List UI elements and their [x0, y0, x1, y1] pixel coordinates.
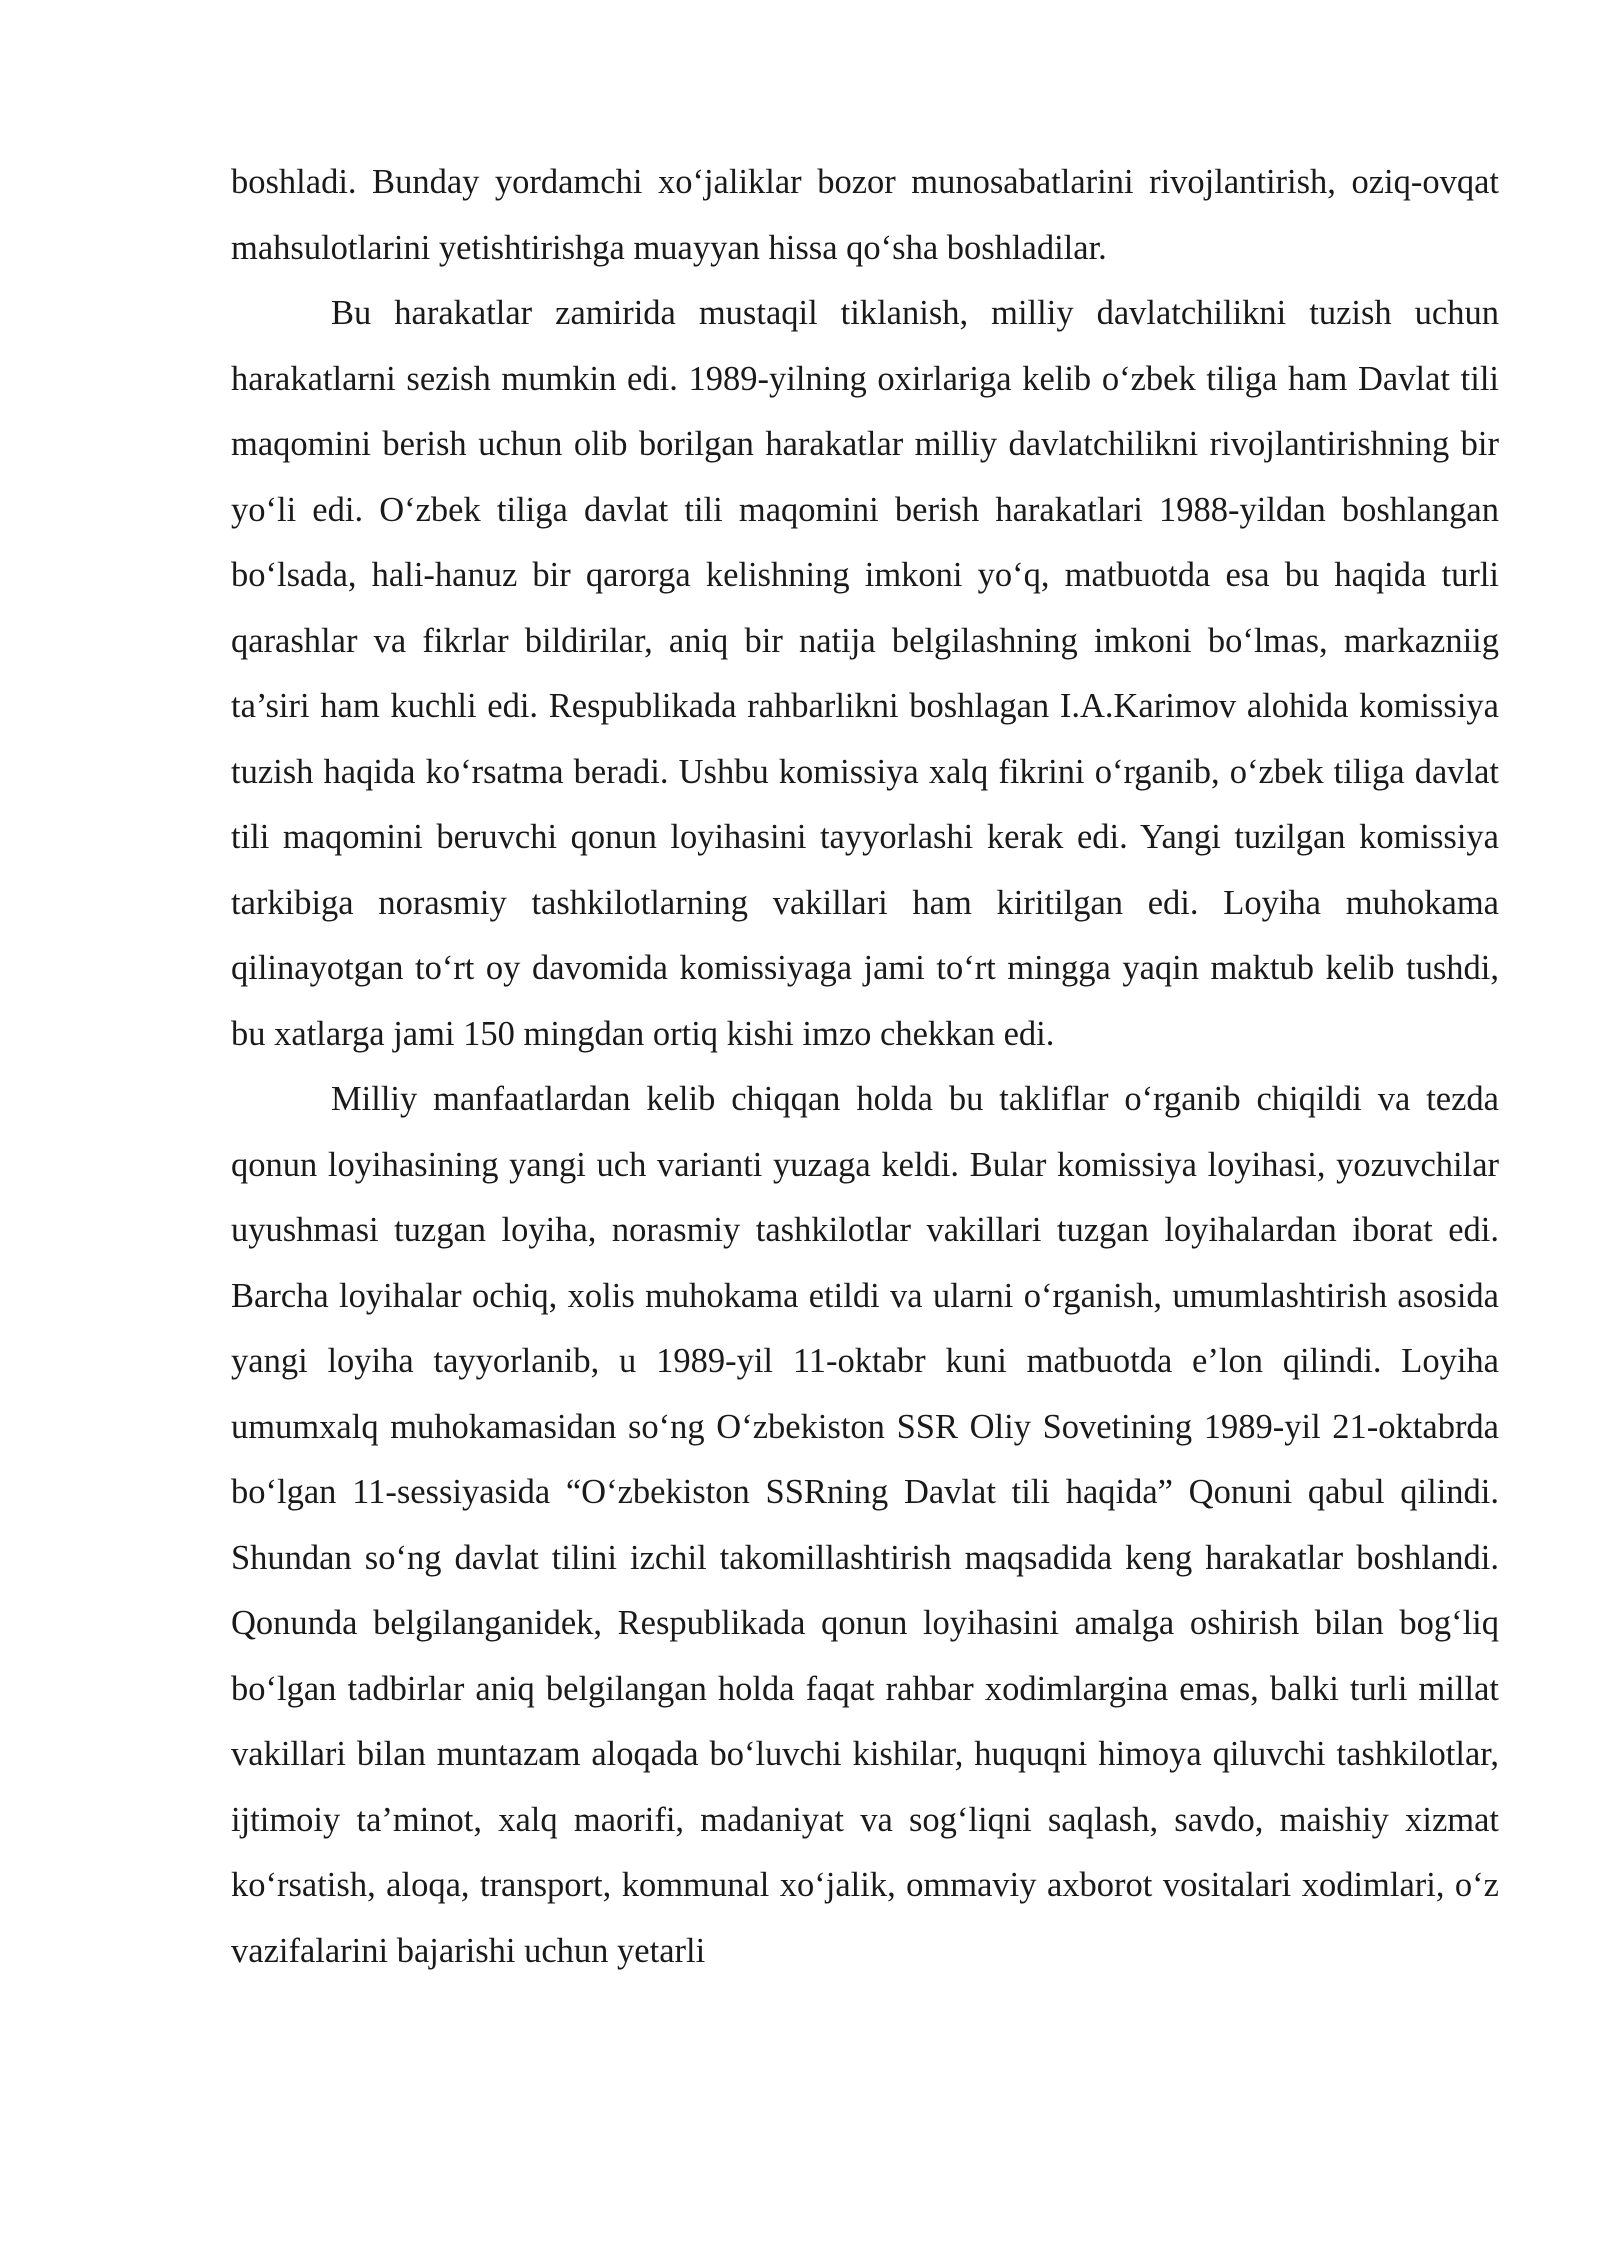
- paragraph-continuation: boshladi. Bunday yordamchi xo‘jaliklar bozor munosabatlarini rivojlantirish, oziq-ovqat mahsulotlarini yetishtirishga muayyan hissa qo‘sha boshladilar.: [231, 163, 1499, 267]
- paragraph-law-adoption: Milliy manfaatlardan kelib chiqqan holda bu takliflar o‘rganib chiqildi va tezda qonun loyihasining yangi uch varianti yuzaga keldi. Bular komissiya loyihasi, yozuvchilar uyushmasi tuzgan loyiha, norasmiy tashkilotlar vakillari tuzgan loyihalardan iborat edi. Barcha loyihalar ochiq, xolis muhokama etildi va ularni o‘rganish, umumlashtirish asosida yangi loyiha tayyorlanib, u 1989-yil 11-oktabr kuni matbuotda e’lon qilindi. Loyiha umumxalq muhokamasidan so‘ng O‘zbekiston SSR Oliy Sovetining 1989-yil 21-oktabrda bo‘lgan 11-sessiyasida “O‘zbekiston SSRning Davlat tili haqida” Qonuni qabul qilindi. Shundan so‘ng davlat tilini izchil takomillashtirish maqsadida keng harakatlar boshlandi. Qonunda belgilanganidek, Respublikada qonun loyihasini amalga oshirish bilan bog‘liq bo‘lgan tadbirlar aniq belgilangan holda faqat rahbar xodimlargina emas, balki turli millat vakillari bilan muntazam aloqada bo‘luvchi kishilar, huquqni himoya qiluvchi tashkilotlar, ijtimoiy ta’minot, xalq maorifi, madaniyat va sog‘liqni saqlash, savdo, maishiy xizmat ko‘rsatish, aloqa, transport, kommunal xo‘jalik, ommaviy axborot vositalari xodimlari, o‘z vazifalarini bajarishi uchun yetarli: [231, 1080, 1499, 1970]
- paragraph-language-status: Bu harakatlar zamirida mustaqil tiklanish, milliy davlatchilikni tuzish uchun harakatlarni sezish mumkin edi. 1989-yilning oxirlariga kelib o‘zbek tiliga ham Davlat tili maqomini berish uchun olib borilgan harakatlar milliy davlatchilikni rivojlantirishning bir yo‘li edi. O‘zbek tiliga davlat tili maqomini berish harakatlari 1988-yildan boshlangan bo‘lsada, hali-hanuz bir qarorga kelishning imkoni yo‘q, matbuotda esa bu haqida turli qarashlar va fikrlar bildirilar, aniq bir natija belgilashning imkoni bo‘lmas, markazniig ta’siri ham kuchli edi. Respublikada rahbarlikni boshlagan I.A.Karimov alohida komissiya tuzish haqida ko‘rsatma beradi. Ushbu komissiya xalq fikrini o‘rganib, o‘zbek tiliga davlat tili maqomini beruvchi qonun loyihasini tayyorlashi kerak edi. Yangi tuzilgan komissiya tarkibiga norasmiy tashkilotlarning vakillari ham kiritilgan edi. Loyiha muhokama qilinayotgan to‘rt oy davomida komissiyaga jami to‘rt mingga yaqin maktub kelib tushdi, bu xatlarga jami 150 mingdan ortiq kishi imzo chekkan edi.: [231, 294, 1499, 1053]
- body-text: [231, 150, 1499, 1984]
